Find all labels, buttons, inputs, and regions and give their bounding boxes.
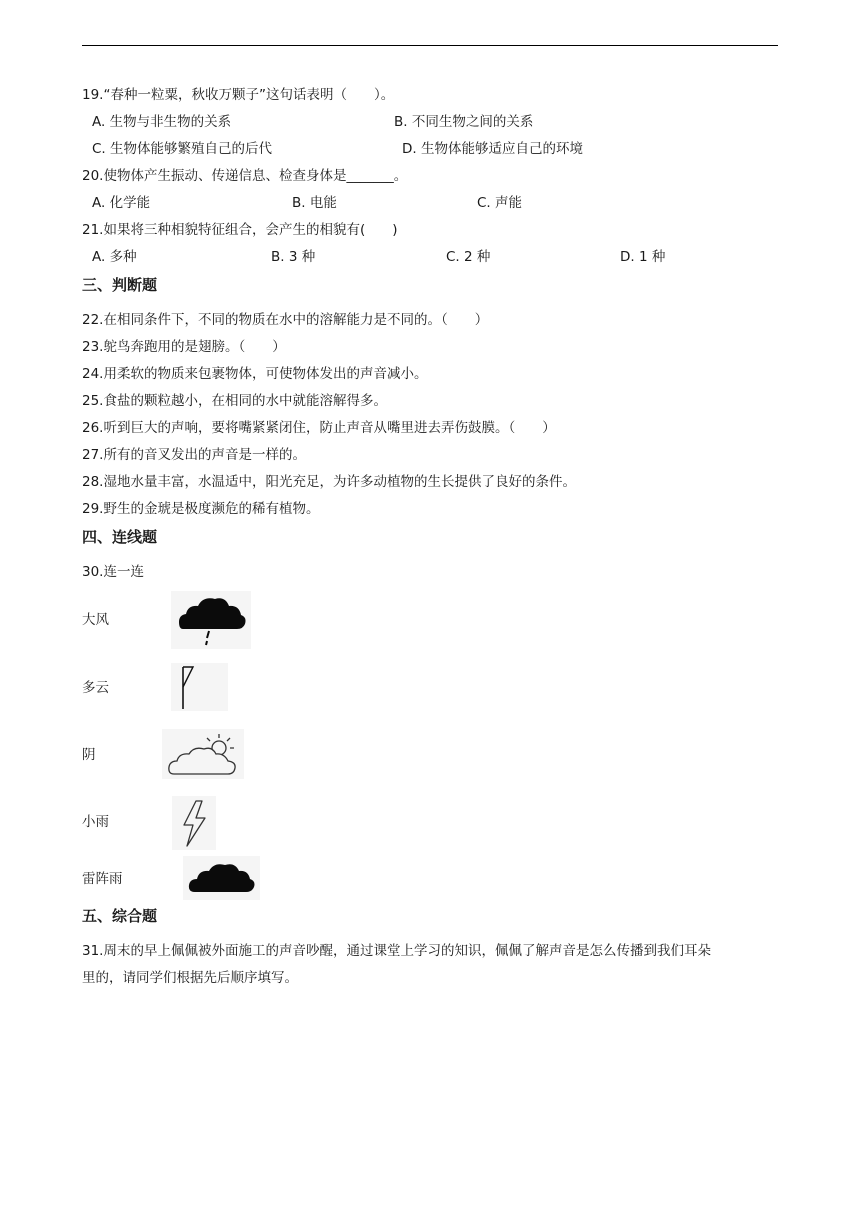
question-22: 22.在相同条件下，不同的物质在水中的溶解能力是不同的。（ ） xyxy=(82,312,489,328)
section-4-title: 四、连线题 xyxy=(82,528,158,546)
question-21-option-a[interactable]: A. 多种 xyxy=(92,249,137,265)
question-21-option-c[interactable]: C. 2 种 xyxy=(446,249,491,265)
question-23: 23.鸵鸟奔跑用的是翅膀。（ ） xyxy=(82,339,286,355)
header-rule xyxy=(82,45,778,46)
dark-cloud-icon[interactable] xyxy=(183,856,260,900)
question-30: 30.连一连 xyxy=(82,564,144,580)
match-label-light-rain[interactable]: 小雨 xyxy=(82,814,109,830)
question-21-option-d[interactable]: D. 1 种 xyxy=(620,249,666,265)
cloud-rain-icon[interactable] xyxy=(171,591,251,649)
question-26: 26.听到巨大的声响，要将嘴紧紧闭住，防止声音从嘴里进去弄伤鼓膜。（ ） xyxy=(82,420,556,436)
match-label-cloudy[interactable]: 多云 xyxy=(82,680,109,696)
question-31-line-1: 31.周末的早上佩佩被外面施工的声音吵醒，通过课堂上学习的知识，佩佩了解声音是怎么传播到我们耳朵 xyxy=(82,943,711,959)
lightning-icon[interactable] xyxy=(172,796,216,850)
question-21-stem: 21.如果将三种相貌特征组合，会产生的相貌有( ) xyxy=(82,222,398,238)
question-20-stem: 20.使物体产生振动、传递信息、检查身体是_______。 xyxy=(82,168,408,184)
question-19-option-a[interactable]: A. 生物与非生物的关系 xyxy=(92,114,232,130)
match-label-overcast[interactable]: 阴 xyxy=(82,747,96,763)
question-20-option-c[interactable]: C. 声能 xyxy=(477,195,523,211)
match-label-strong-wind[interactable]: 大风 xyxy=(82,612,109,628)
wind-flag-icon[interactable] xyxy=(171,663,228,711)
question-19-stem: 19.“春种一粒粟，秋收万颗子”这句话表明（ ）。 xyxy=(82,87,395,103)
question-27: 27.所有的音叉发出的声音是一样的。 xyxy=(82,447,306,463)
section-3-title: 三、判断题 xyxy=(82,276,158,294)
question-20-option-b[interactable]: B. 电能 xyxy=(292,195,337,211)
section-5-title: 五、综合题 xyxy=(82,907,158,925)
question-19-option-d[interactable]: D. 生物体能够适应自己的环境 xyxy=(402,141,583,157)
question-31-line-2: 里的，请同学们根据先后顺序填写。 xyxy=(82,970,298,986)
partly-cloudy-icon[interactable] xyxy=(162,729,244,779)
question-25: 25.食盐的颗粒越小，在相同的水中就能溶解得多。 xyxy=(82,393,387,409)
question-29: 29.野生的金琥是极度濒危的稀有植物。 xyxy=(82,501,320,517)
question-20-option-a[interactable]: A. 化学能 xyxy=(92,195,151,211)
question-28: 28.湿地水量丰富，水温适中，阳光充足，为许多动植物的生长提供了良好的条件。 xyxy=(82,474,576,490)
question-24: 24.用柔软的物质来包裹物体，可使物体发出的声音减小。 xyxy=(82,366,428,382)
question-21-option-b[interactable]: B. 3 种 xyxy=(271,249,316,265)
match-label-thunderstorm[interactable]: 雷阵雨 xyxy=(82,871,123,887)
question-19-option-b[interactable]: B. 不同生物之间的关系 xyxy=(394,114,534,130)
question-19-option-c[interactable]: C. 生物体能够繁殖自己的后代 xyxy=(92,141,273,157)
